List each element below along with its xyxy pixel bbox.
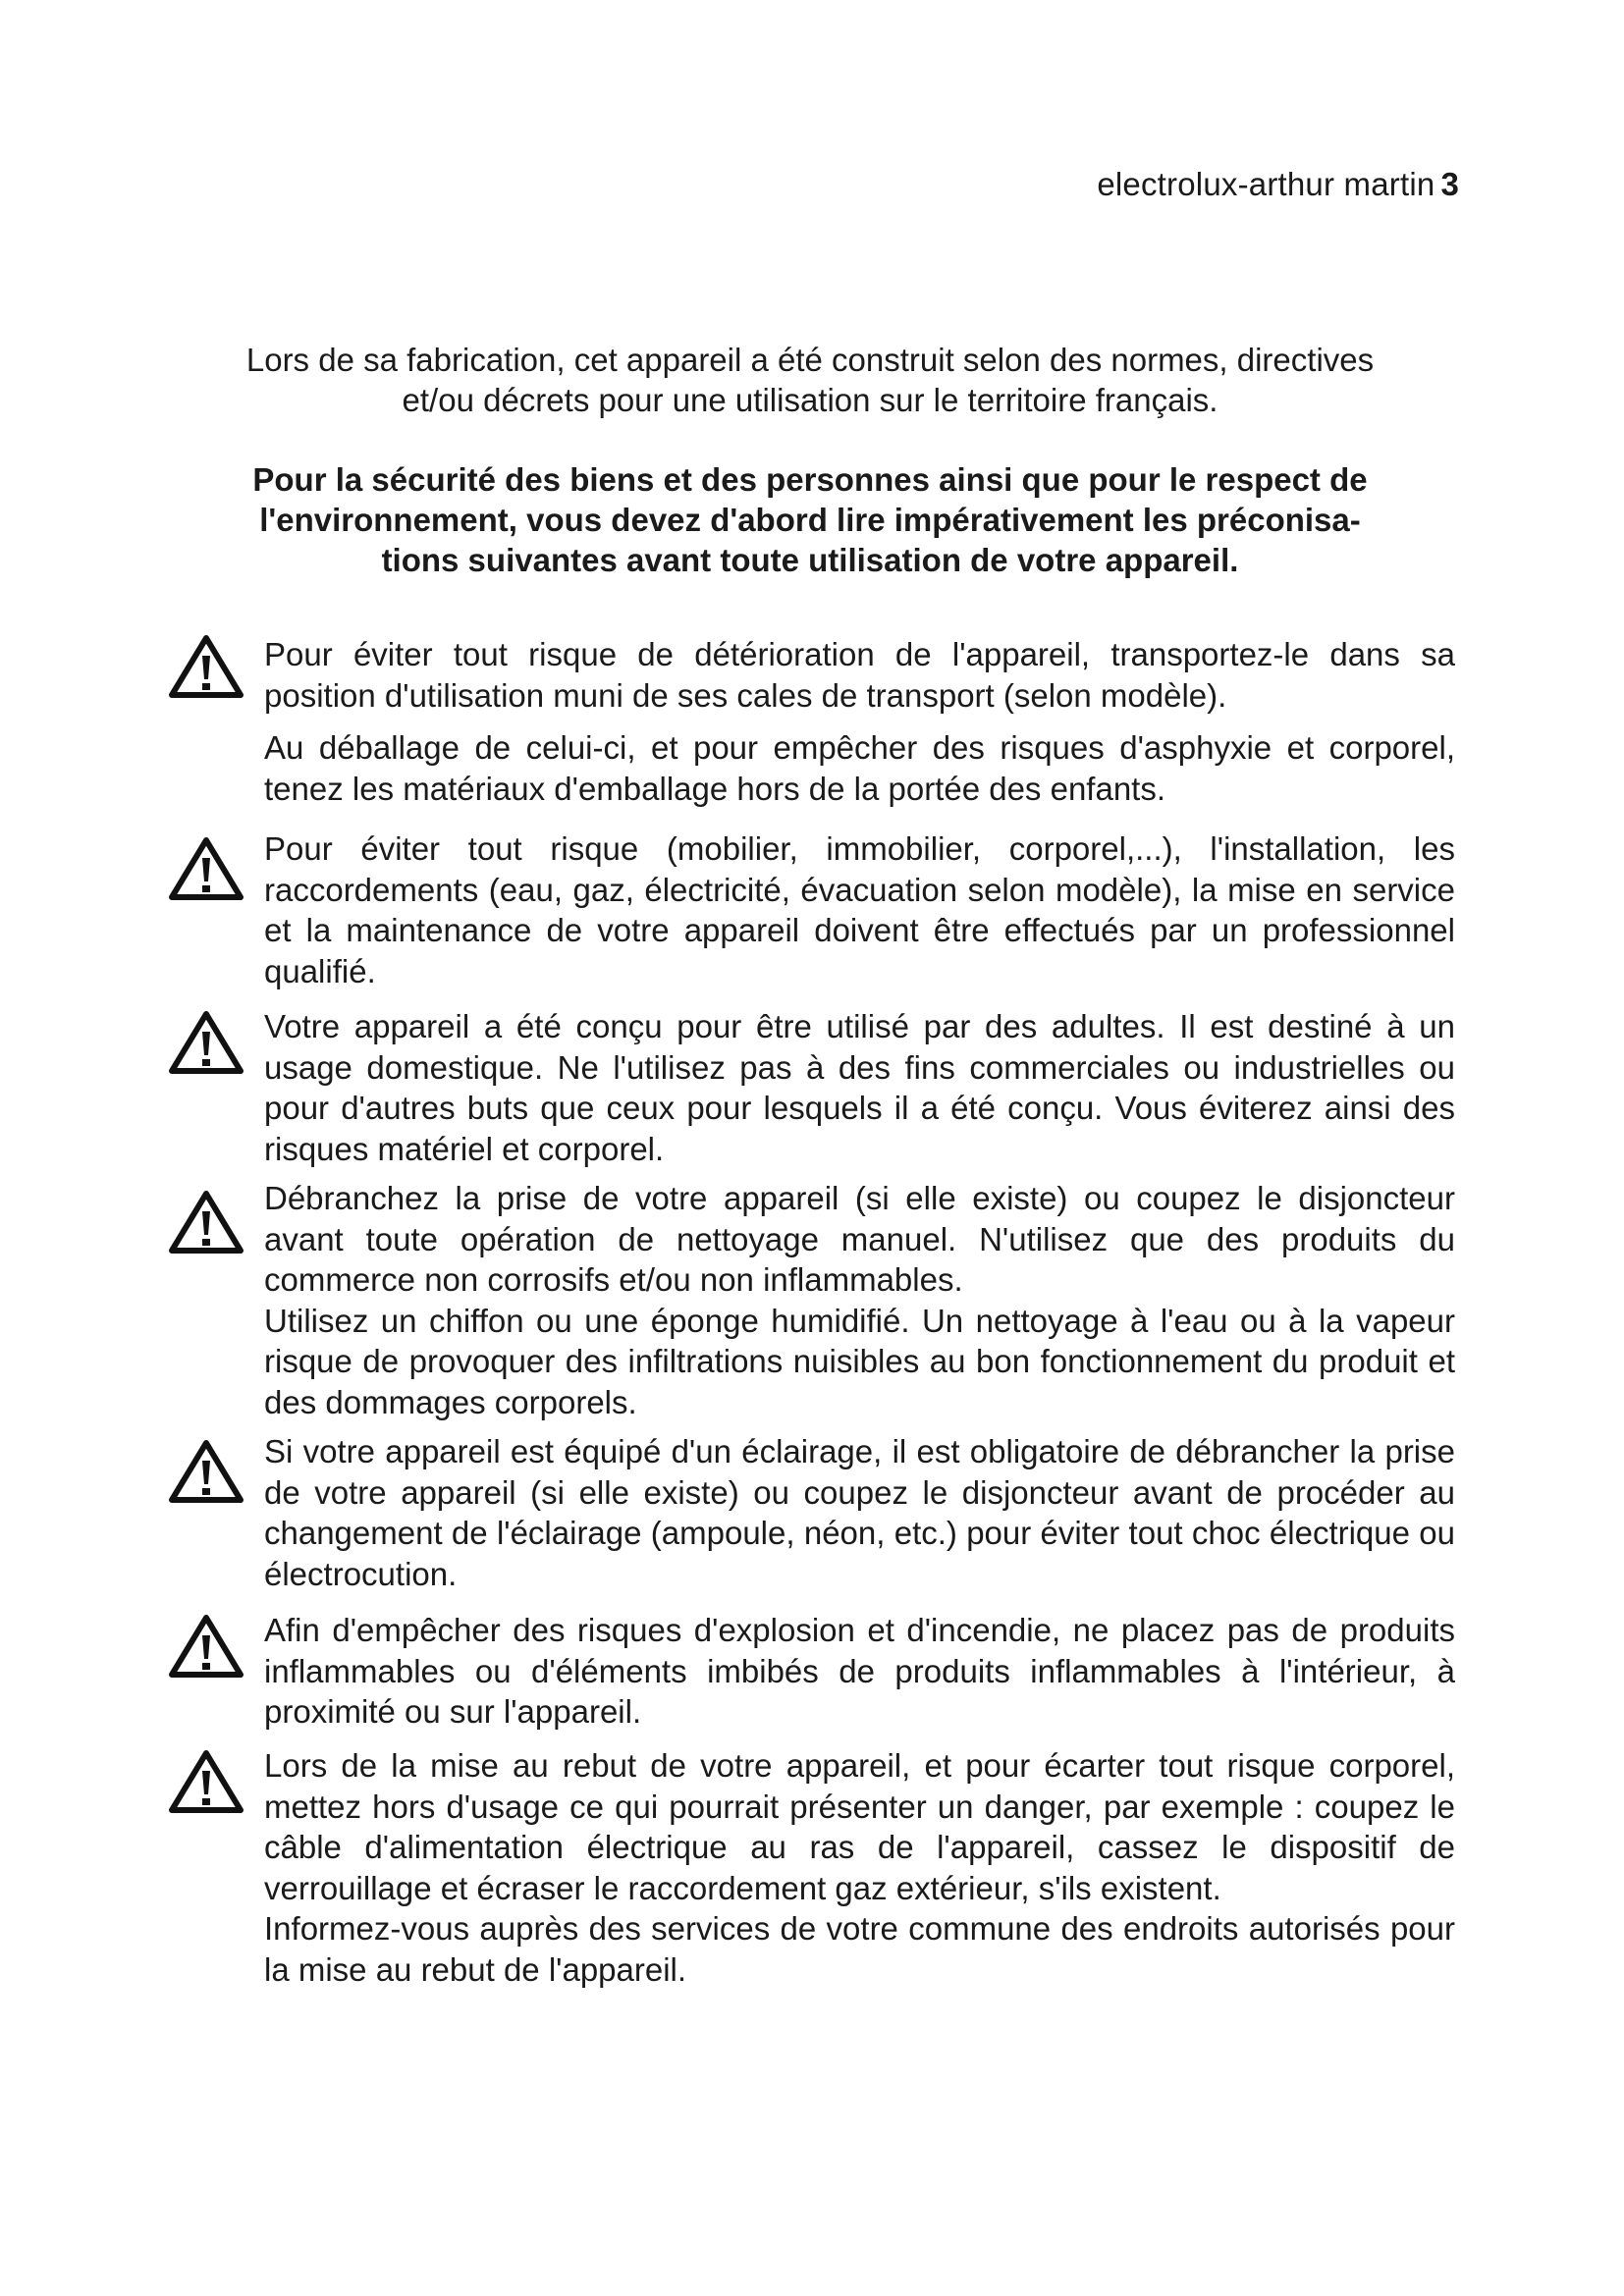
- warning-paragraph: Pour éviter tout risque de détérioration de l'appareil, transportez-le dans sa position d'utilisation muni de ses cales de transport (selon modèle).: [264, 636, 1455, 714]
- warning-paragraph: Votre appareil a été conçu pour être utilisé par des adultes. Il est destiné à un usage domestique. Ne l'utilisez pas à des fins commerciales ou industrielles ou pour d'autres buts que ceux pour lesquels il a été conçu. Vous éviterez ainsi des risques matériel et corporel.: [264, 1008, 1455, 1167]
- safety-notice-line: tions suivantes avant toute utilisation de votre appareil.: [381, 542, 1239, 578]
- warning-triangle-icon: [169, 1190, 244, 1255]
- page-number: 3: [1440, 166, 1459, 202]
- intro-line: et/ou décrets pour une utilisation sur le territoire français.: [402, 382, 1218, 418]
- warning-paragraph: Informez-vous auprès des services de votre commune des endroits autorisés pour la mise au rebut de l'appareil.: [264, 1910, 1455, 1988]
- warning-text: [264, 1610, 1455, 1733]
- warning-paragraph: Au déballage de celui-ci, et pour empêcher des risques d'asphyxie et corporel, tenez les matériaux d'emballage hors de la portée des enfants.: [264, 729, 1455, 807]
- warning-paragraph: Débranchez la prise de votre appareil (si elle existe) ou coupez le disjoncteur avant toute opération de nettoyage manuel. N'utilisez que des produits du commerce non corrosifs et/ou non inflammables.: [264, 1180, 1455, 1298]
- warning-paragraph: Si votre appareil est équipé d'un éclairage, il est obligatoire de débrancher la prise de votre appareil (si elle existe) ou coupez le disjoncteur avant de procéder au changement de l'éclairage (ampoule, néon, etc.) pour éviter tout choc électrique ou électrocution.: [264, 1433, 1455, 1592]
- page-header: [1097, 165, 1459, 204]
- warning-triangle-icon: [169, 1439, 244, 1504]
- warning-triangle-icon: [169, 1614, 244, 1679]
- warning-paragraph: Utilisez un chiffon ou une éponge humidifié. Un nettoyage à l'eau ou à la vapeur risque de provoquer des infiltrations nuisibles au bon fonctionnement du produit et des dommages corporels.: [264, 1302, 1455, 1420]
- warning-text: [264, 1745, 1455, 1990]
- safety-notice-line: Pour la sécurité des biens et des personnes ainsi que pour le respect de: [252, 461, 1368, 498]
- brand-name: electrolux-arthur martin: [1097, 166, 1435, 202]
- intro-paragraph: [177, 340, 1443, 420]
- warning-text: [264, 1431, 1455, 1594]
- warning-text: [264, 1178, 1455, 1422]
- warning-triangle-icon: [169, 836, 244, 901]
- warning-triangle-icon: [169, 1010, 244, 1075]
- warning-text: [264, 1006, 1455, 1169]
- intro-line: Lors de sa fabrication, cet appareil a été construit selon des normes, directives: [245, 342, 1375, 378]
- warning-paragraph: Pour éviter tout risque (mobilier, immobilier, corporel,...), l'installation, les raccordements (eau, gaz, électricité, évacuation selon modèle), la mise en service et la maintenance de votre appareil doivent être effectués par un professionnel qualifié.: [264, 830, 1455, 989]
- warning-text: [264, 634, 1455, 809]
- warning-paragraph: Afin d'empêcher des risques d'explosion et d'incendie, ne placez pas de produits inflammables ou d'éléments imbibés de produits inflammables à l'intérieur, à proximité ou sur l'appareil.: [264, 1612, 1455, 1730]
- safety-notice-line: l'environnement, vous devez d'abord lire impérativement les préconisa-: [259, 502, 1361, 538]
- safety-notice-heading: [177, 459, 1443, 580]
- warning-triangle-icon: [169, 1749, 244, 1814]
- warning-paragraph: Lors de la mise au rebut de votre appareil, et pour écarter tout risque corporel, mettez hors d'usage ce qui pourrait présenter un danger, par exemple : coupez le câble d'alimentation électrique au ras de l'appareil, cassez le dispositif de verrouillage et écraser le raccordement gaz extérieur, s'ils existent.: [264, 1747, 1455, 1906]
- warning-text: [264, 828, 1455, 991]
- warning-triangle-icon: [169, 634, 244, 699]
